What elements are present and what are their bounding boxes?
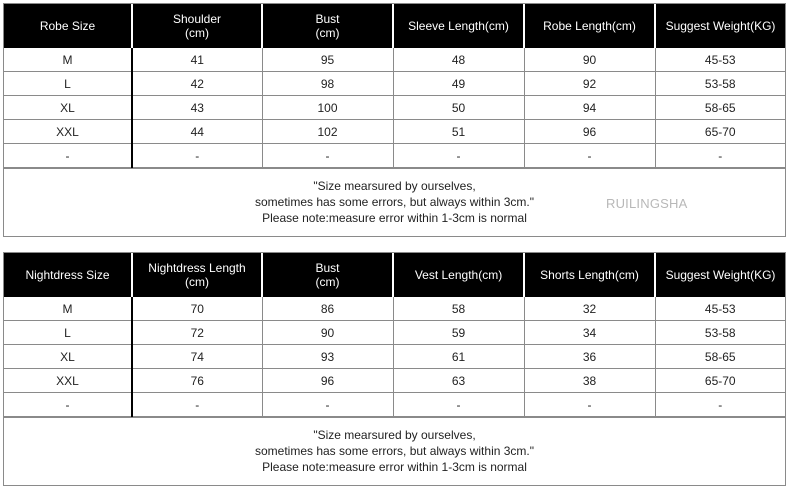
table-cell: 70: [132, 297, 262, 321]
table-cell: 43: [132, 96, 262, 120]
table-cell: 51: [393, 120, 524, 144]
table-row: [4, 345, 785, 369]
column-header-sleeve-length: Sleeve Length(cm): [393, 4, 524, 48]
table-cell: -: [262, 144, 393, 168]
size-cell: L: [4, 72, 132, 96]
column-header-suggest-weight: Suggest Weight(KG): [655, 253, 785, 297]
size-cell: M: [4, 48, 132, 72]
table-cell: 93: [262, 345, 393, 369]
table-cell: 58-65: [655, 345, 785, 369]
size-cell: L: [4, 321, 132, 345]
table-row: [4, 321, 785, 345]
table-cell: 44: [132, 120, 262, 144]
table-cell: 45-53: [655, 48, 785, 72]
note-line: "Size mearsured by ourselves,: [313, 179, 476, 193]
robe-size-chart: [3, 3, 786, 237]
table-cell: -: [655, 393, 785, 417]
table-cell: 32: [524, 297, 655, 321]
note-line: Please note:measure error within 1-3cm is normal: [262, 211, 527, 225]
size-cell: XXL: [4, 369, 132, 393]
table-cell: -: [655, 144, 785, 168]
table-header-row: [4, 4, 785, 48]
column-header-robe-size: Robe Size: [4, 4, 132, 48]
table-row: [4, 48, 785, 72]
table-row: [4, 369, 785, 393]
table-cell: -: [524, 144, 655, 168]
table-cell: 98: [262, 72, 393, 96]
table-cell: -: [524, 393, 655, 417]
column-header-bust: Bust (cm): [262, 4, 393, 48]
size-cell: -: [4, 144, 132, 168]
table-cell: 86: [262, 297, 393, 321]
table-cell: 90: [262, 321, 393, 345]
table-cell: 48: [393, 48, 524, 72]
table-cell: 76: [132, 369, 262, 393]
table-cell: 58: [393, 297, 524, 321]
table-cell: 63: [393, 369, 524, 393]
table-cell: 92: [524, 72, 655, 96]
table-cell: 53-58: [655, 72, 785, 96]
measurement-note-box: [4, 168, 785, 238]
note-line: "Size mearsured by ourselves,: [313, 428, 476, 442]
column-header-nightdress-length: Nightdress Length (cm): [132, 253, 262, 297]
table-cell: 102: [262, 120, 393, 144]
table-cell: 74: [132, 345, 262, 369]
table-cell: 36: [524, 345, 655, 369]
table-row: [4, 72, 785, 96]
table-cell: 38: [524, 369, 655, 393]
measurement-note-box: [4, 417, 785, 487]
table-row: [4, 297, 785, 321]
column-header-shoulder: Shoulder (cm): [132, 4, 262, 48]
table-cell: 100: [262, 96, 393, 120]
table-cell: 72: [132, 321, 262, 345]
table-cell: -: [132, 144, 262, 168]
size-cell: XL: [4, 345, 132, 369]
column-header-suggest-weight: Suggest Weight(KG): [655, 4, 785, 48]
table-row: [4, 393, 785, 417]
column-header-bust: Bust (cm): [262, 253, 393, 297]
table-cell: 65-70: [655, 120, 785, 144]
table-header-row: [4, 253, 785, 297]
table-cell: 65-70: [655, 369, 785, 393]
table-cell: 61: [393, 345, 524, 369]
table-cell: 90: [524, 48, 655, 72]
table-cell: 49: [393, 72, 524, 96]
robe-size-table: [4, 4, 785, 168]
nightdress-size-chart: [3, 252, 786, 486]
table-cell: 53-58: [655, 321, 785, 345]
table-row: [4, 96, 785, 120]
table-row: [4, 120, 785, 144]
column-header-nightdress-size: Nightdress Size: [4, 253, 132, 297]
table-row: [4, 144, 785, 168]
table-cell: -: [262, 393, 393, 417]
size-cell: -: [4, 393, 132, 417]
table-cell: 58-65: [655, 96, 785, 120]
table-cell: 94: [524, 96, 655, 120]
table-cell: -: [132, 393, 262, 417]
column-header-robe-length: Robe Length(cm): [524, 4, 655, 48]
table-cell: 96: [524, 120, 655, 144]
note-line: sometimes has some errors, but always within 3cm.": [254, 444, 535, 458]
table-cell: 42: [132, 72, 262, 96]
brand-watermark: RUILINGSHA: [606, 196, 688, 211]
table-cell: 96: [262, 369, 393, 393]
table-cell: 34: [524, 321, 655, 345]
size-cell: XXL: [4, 120, 132, 144]
size-cell: M: [4, 297, 132, 321]
size-cell: XL: [4, 96, 132, 120]
nightdress-size-table: [4, 253, 785, 417]
note-line: sometimes has some errors, but always within 3cm.": [254, 195, 535, 209]
table-cell: -: [393, 144, 524, 168]
column-header-vest-length: Vest Length(cm): [393, 253, 524, 297]
column-header-shorts-length: Shorts Length(cm): [524, 253, 655, 297]
table-cell: 45-53: [655, 297, 785, 321]
table-cell: -: [393, 393, 524, 417]
measurement-note: [4, 427, 785, 475]
table-cell: 50: [393, 96, 524, 120]
table-cell: 59: [393, 321, 524, 345]
note-line: Please note:measure error within 1-3cm is normal: [262, 460, 527, 474]
table-cell: 41: [132, 48, 262, 72]
table-cell: 95: [262, 48, 393, 72]
